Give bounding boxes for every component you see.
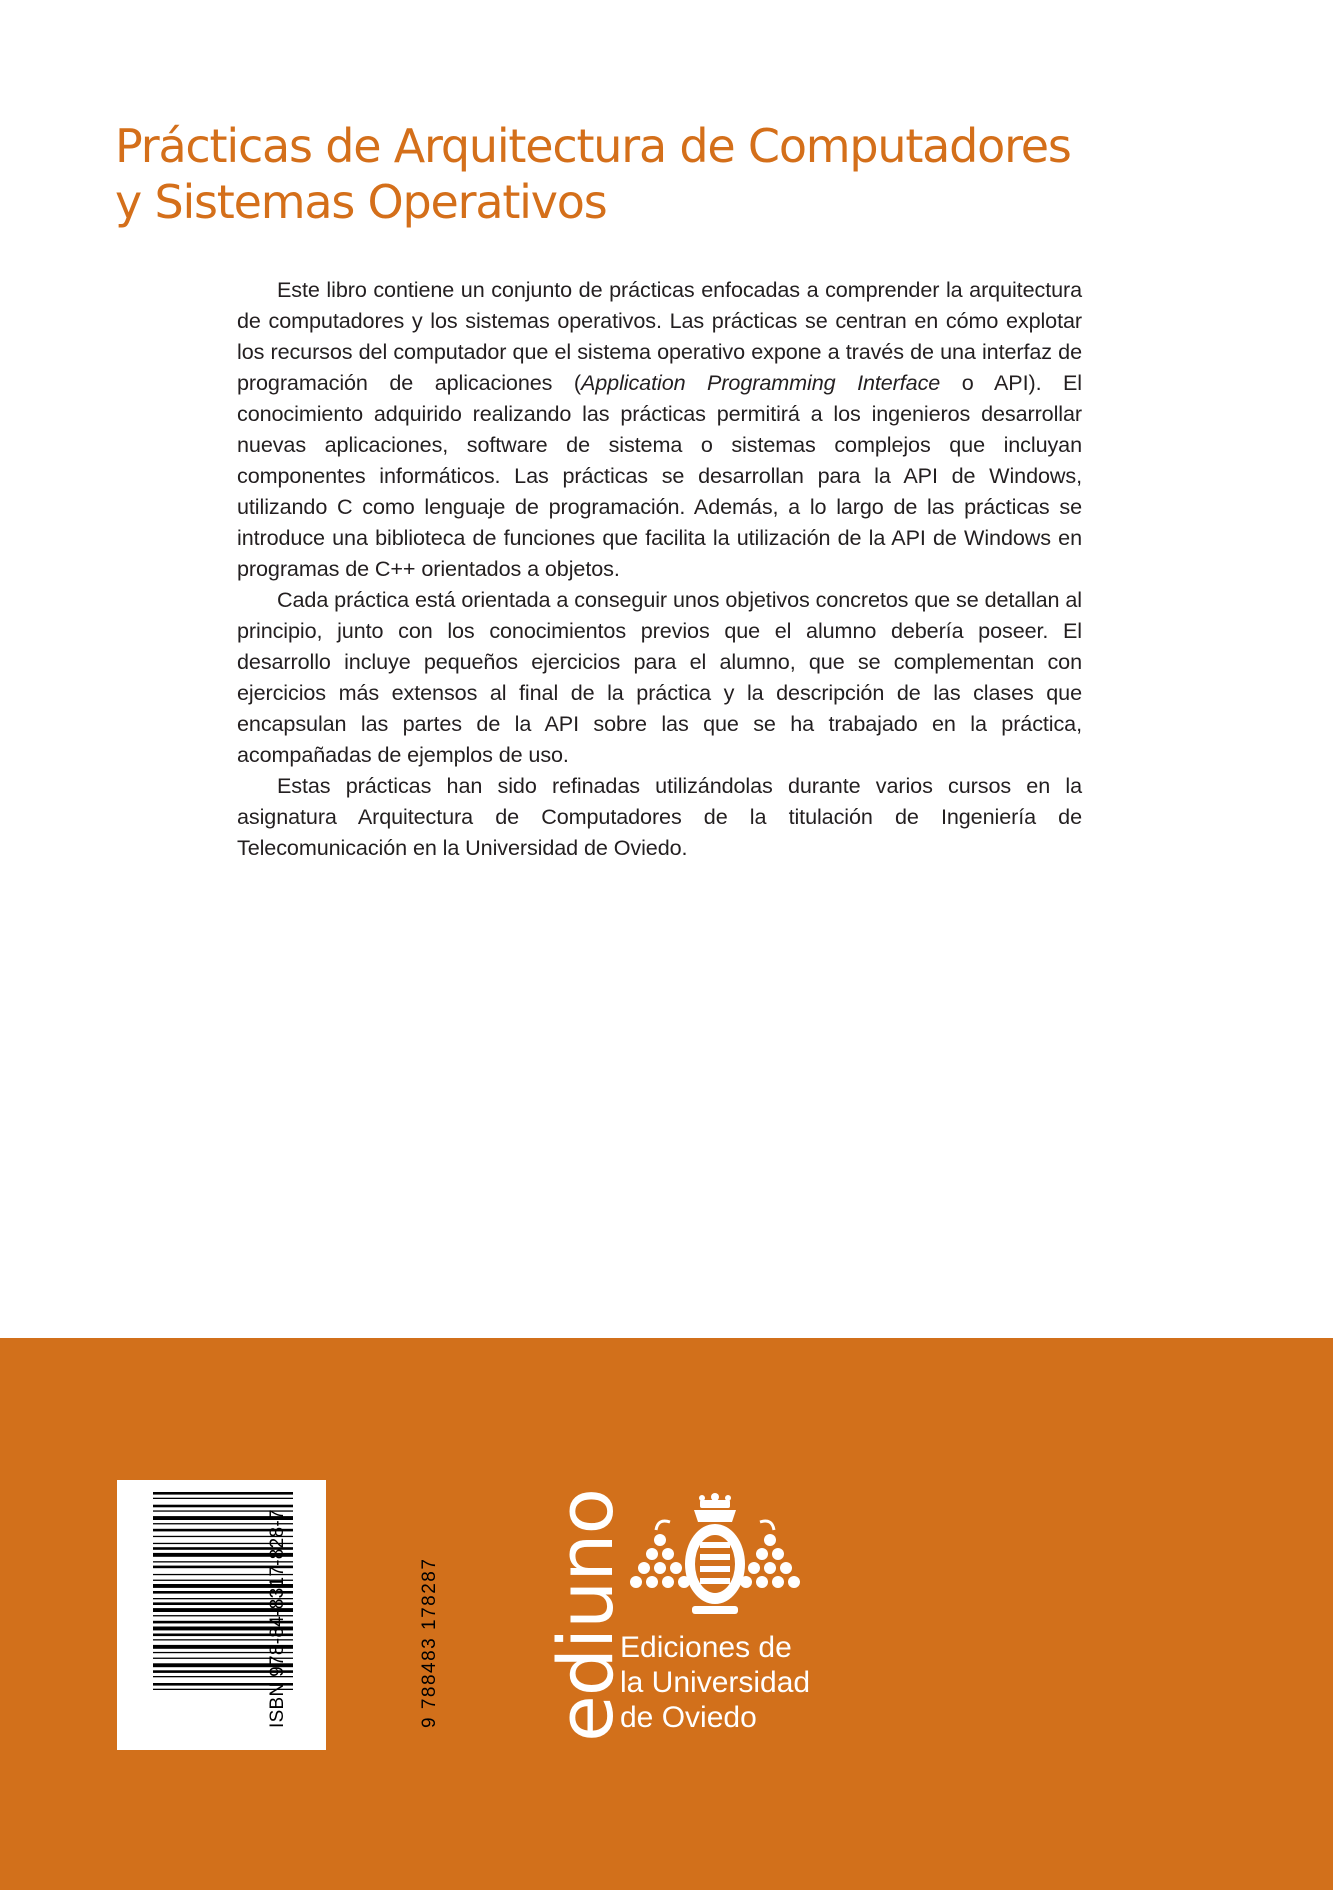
barcode-bar [153,1492,293,1495]
publisher-name [620,1630,810,1735]
ediuno-logo: ediuno [541,1489,630,1742]
publisher-line-2: la Universidad [620,1666,811,1699]
book-title-line-2: y Sistemas Operativos [115,175,607,229]
barcode-bar [153,1498,293,1499]
isbn-number: ISBN 978-84-8317-828-7 [267,1509,288,1728]
book-description [237,274,1082,863]
description-paragraph-3: Estas prácticas han sido refinadas utilizándolas durante varios cursos en la asignatura Arquitectura de Computadores de la titulación de Ingeniería de Telecomunicación en la Universidad de Oviedo. [237,773,1082,860]
description-paragraph-2: Cada práctica está orientada a conseguir unos objetivos concretos que se detallan al principio, junto con los conocimientos previos que el alumno debería poseer. El desarrollo incluye pequeños ejercicios para el alumno, que se complementan con ejercicios más extensos al final de la práctica y la descripción de las clases que encapsulan las partes de la API sobre las que se ha trabajado en la práctica, acompañadas de ejemplos de uso. [237,587,1082,767]
description-paragraph-1 [237,274,1082,584]
barcode-bar [153,1505,293,1508]
book-title [115,118,1115,230]
barcode-bars [117,1480,326,1750]
description-p1-emphasis: Application Programming Interface [580,370,941,395]
publisher-line-3: de Oviedo [620,1701,757,1734]
ean-number: 9 788483 178287 [419,1557,440,1728]
description-p1-part-b: o API). El conocimiento adquirido realizando las prácticas permitirá a los ingenieros desarrollar nuevas aplicaciones, software de sistema o sistemas complejos que incluyan componentes informáticos. Las prácticas se desarrollan para la API de Windows, utilizando C como lenguaje de programación. Además, a lo largo de las prácticas se introduce una biblioteca de funciones que facilita la utilización de la API de Windows en programas de C++ orientados a objetos. [237,370,1083,581]
book-title-line-1: Prácticas de Arquitectura de Computadores [115,119,1071,173]
isbn-barcode [117,1480,440,1750]
university-crest-icon [630,1492,800,1622]
publisher-line-1: Ediciones de [620,1631,792,1664]
description-p1-part-a: Este libro contiene un conjunto de prácticas enfocadas a comprender la arquitectura de computadores y los sistemas operativos. Las prácticas se centran en cómo explotar los recursos del computador que el sistema operativo expone a través de una interfaz de programación de aplicaciones ( [237,277,1082,395]
